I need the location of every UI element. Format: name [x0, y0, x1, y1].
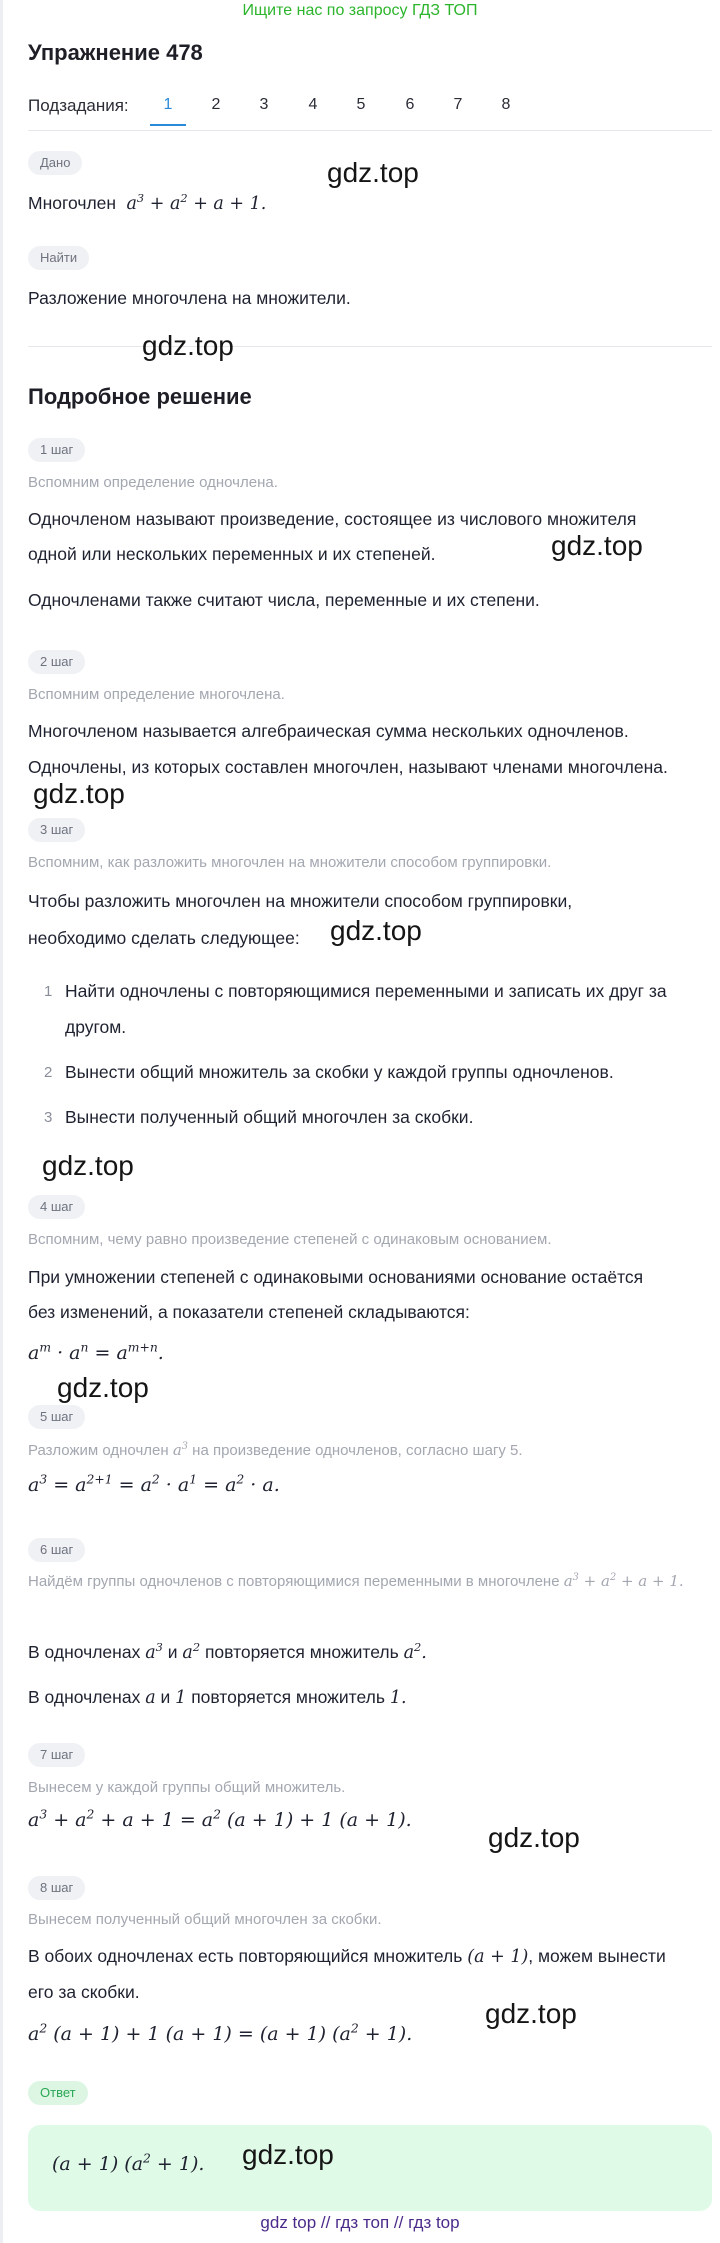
step-7-formula: $a^3 + a^2 + a + 1 = a^2$ (a + 1) + 1 (a + 1). [28, 1807, 412, 1831]
step-4-line-1: При умножении степеней с одинаковыми основаниями основание остаётся [28, 1267, 644, 1287]
step-2-line-1: Многочленом называется алгебраическая сумма нескольких одночленов. [28, 721, 629, 741]
watermark: gdz.top [242, 2139, 334, 2170]
step-8-pill: 8 шаг [28, 1876, 85, 1900]
step-8-line-2: его за скобки. [28, 1982, 140, 2002]
step-1-line-1: Одночленом называют произведение, состоящее из числового множителя [28, 509, 637, 529]
subtask-tab-4[interactable]: 4 [308, 96, 318, 113]
find-pill: Найти [28, 246, 89, 270]
step-1-hint: Вспомним определение одночлена. [28, 474, 278, 491]
step-1-line-3: Одночленами также считают числа, переменные и их степени. [28, 590, 540, 610]
list-item-text: Найти одночлены с повторяющимися переменными и записать их друг за [65, 981, 667, 1001]
step-8-line-1 [28, 1938, 718, 1975]
subtasks-nav [28, 92, 708, 128]
step-8-hint: Вынесем полученный общий многочлен за скобки. [28, 1911, 382, 1928]
watermark: gdz.top [488, 1822, 580, 1853]
step-2-line-2: Одночлены, из которых составлен многочлен, называют членами многочлена. [28, 757, 668, 777]
step-5-pill: 5 шаг [28, 1405, 85, 1429]
subtask-tab-8[interactable]: 8 [501, 96, 511, 113]
given-pill: Дано [28, 151, 82, 175]
given-label: Многочлен [28, 193, 117, 213]
step-5-hint-a: Разложим одночлен [28, 1442, 169, 1459]
monomial-a: a [145, 1688, 156, 1708]
step-1-line-2: одной или нескольких переменных и их степеней. [28, 544, 436, 564]
monomial-a3: $a^3$ [145, 1640, 163, 1663]
watermark: gdz.top [551, 530, 643, 561]
divider [28, 346, 712, 347]
step-5-hint [28, 1439, 718, 1462]
step-3-pill: 3 шаг [28, 818, 85, 842]
step-6-pill: 6 шаг [28, 1538, 85, 1562]
step-6-line-1-a: В одночленах [28, 1642, 141, 1662]
step-7-pill: 7 шаг [28, 1743, 85, 1767]
step-2-hint: Вспомним определение многочлена. [28, 686, 285, 703]
step-6-line-2-b: и [160, 1687, 171, 1707]
step-5-hint-b: на произведение одночленов, согласно шагу 5. [192, 1442, 523, 1459]
subtask-tab-7[interactable]: 7 [453, 96, 463, 113]
step-8-formula: $a^2$ (a + 1) + 1 (a + 1) = (a + 1) $(a^2 + 1)$. [28, 2021, 413, 2045]
watermark: gdz.top [330, 915, 422, 946]
step-2-pill: 2 шаг [28, 650, 85, 674]
answer-pill: Ответ [28, 2081, 88, 2105]
answer-formula: (a + 1) $(a^2 + 1)$. [52, 2151, 205, 2175]
subtask-tab-6[interactable]: 6 [405, 96, 415, 113]
step-6-line-1 [28, 1634, 718, 1671]
step-4-formula: $a^m \cdot a^n = a^{m+n}$. [28, 1340, 164, 1364]
watermark: gdz.top [33, 778, 125, 809]
step-3-line-1: Чтобы разложить многочлен на множители способом группировки, [28, 891, 573, 911]
watermark: gdz.top [327, 157, 419, 188]
step-4-pill: 4 шаг [28, 1195, 85, 1219]
list-item-text: другом. [65, 1017, 127, 1037]
footer-links[interactable]: gdz top // гдз топ // гдз top [260, 2213, 460, 2232]
factor-1: 1. [389, 1688, 407, 1708]
step-6-line-1-b: и [167, 1642, 178, 1662]
step-4-hint: Вспомним, чему равно произведение степеней с одинаковым основанием. [28, 1231, 552, 1248]
watermark: gdz.top [485, 1998, 577, 2029]
step-5-formula: $a^3 = a^{2+1} = a^2 \cdot a^1 = a^2 \cdot a$. [28, 1472, 280, 1496]
watermark: gdz.top [142, 330, 234, 361]
subtask-tab-3[interactable]: 3 [259, 96, 269, 113]
subtask-tab-5[interactable]: 5 [356, 96, 366, 113]
left-border [0, 0, 3, 2243]
step-6-hint-polynomial: $a^3 + a^2 + a + 1$. [563, 1572, 684, 1590]
step-8-line-1-a: В обоих одночленах есть повторяющийся множитель [28, 1946, 463, 1966]
step-6-line-2 [28, 1679, 718, 1716]
step-6-line-2-c: повторяется множитель [191, 1687, 385, 1707]
step-1-pill: 1 шаг [28, 438, 85, 462]
top-banner[interactable]: Ищите нас по запросу ГДЗ ТОП [242, 2, 478, 19]
step-3-hint: Вспомним, как разложить многочлен на множители способом группировки. [28, 854, 552, 871]
factor-a-plus-1: (a + 1) [467, 1947, 529, 1967]
list-item-number: 2 [44, 1064, 53, 1081]
subtask-tab-2[interactable]: 2 [211, 96, 221, 113]
list-item-number: 1 [44, 983, 53, 1000]
subtask-tab-1[interactable]: 1 [163, 96, 173, 113]
step-5-hint-monomial: $a^3$ [172, 1441, 188, 1459]
given-text [28, 185, 718, 222]
factor-a2: $a^2$. [403, 1640, 427, 1663]
list-item-number: 3 [44, 1109, 53, 1126]
monomial-1: 1 [175, 1688, 187, 1708]
list-item-text: Вынести полученный общий многочлен за скобки. [65, 1107, 474, 1127]
subtasks-label: Подзадания: [28, 96, 129, 115]
watermark: gdz.top [42, 1150, 134, 1181]
watermark: gdz.top [57, 1372, 149, 1403]
solution-title: Подробное решение [28, 384, 252, 409]
exercise-title: Упражнение 478 [28, 40, 203, 65]
find-text: Разложение многочлена на множители. [28, 288, 351, 308]
step-6-hint-text: Найдём группы одночленов с повторяющимися переменными в многочлене [28, 1573, 560, 1590]
step-7-hint: Вынесем у каждой группы общий множитель. [28, 1779, 346, 1796]
answer-box [28, 2125, 712, 2211]
step-3-line-2: необходимо сделать следующее: [28, 928, 300, 948]
list-item-text: Вынести общий множитель за скобки у каждой группы одночленов. [65, 1062, 614, 1082]
active-tab-indicator [150, 124, 186, 126]
monomial-a2: $a^2$ [182, 1640, 201, 1663]
step-6-hint [28, 1570, 718, 1593]
divider [28, 130, 712, 131]
given-formula: $a^3 + a^2 + a + 1$. [120, 191, 267, 214]
step-6-line-2-a: В одночленах [28, 1687, 141, 1707]
step-4-line-2: без изменений, а показатели степеней складываются: [28, 1302, 470, 1322]
step-6-line-1-c: повторяется множитель [204, 1642, 399, 1662]
step-8-line-1-b: , можем вынести [528, 1946, 666, 1966]
